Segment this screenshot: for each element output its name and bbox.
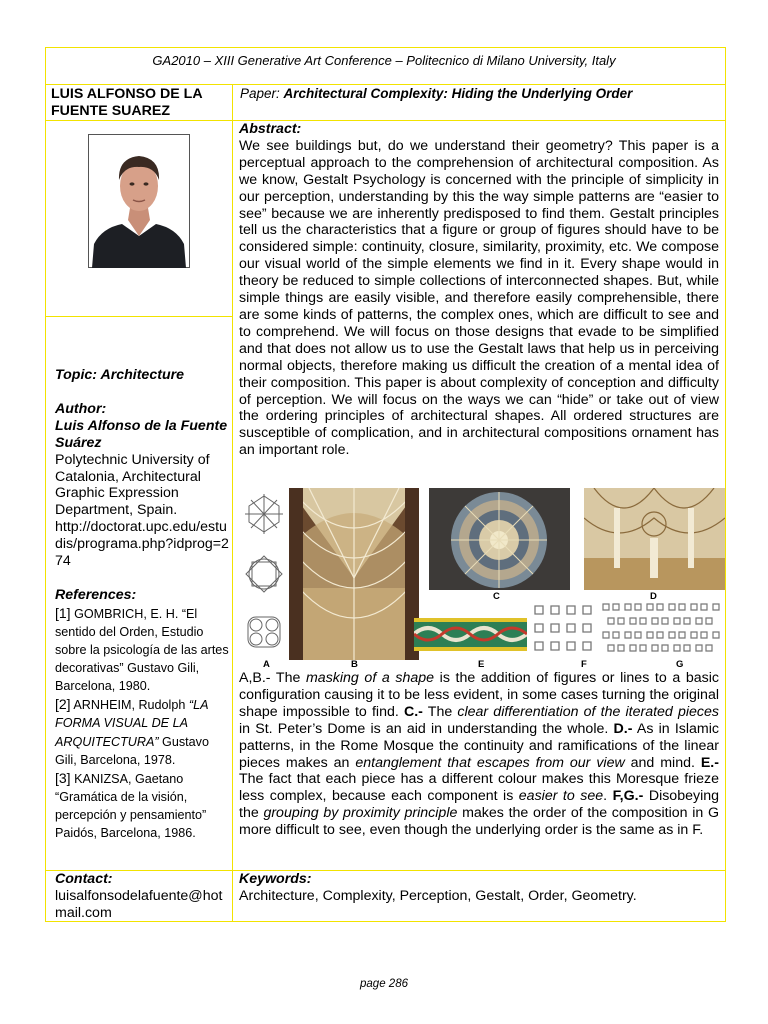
- figure-d-mosque: [584, 488, 725, 590]
- abstract-heading: Abstract:: [239, 121, 302, 137]
- keywords-heading: Keywords:: [239, 871, 312, 887]
- figure-label-e: E: [478, 659, 485, 670]
- contact-email[interactable]: luisalfonsodelafuente@hotmail.com: [55, 887, 223, 921]
- keywords-text: Architecture, Complexity, Perception, Gestalt, Order, Geometry.: [239, 887, 637, 904]
- figure-label-c: C: [493, 591, 500, 602]
- figure-g-pattern: [601, 600, 725, 655]
- paper-prefix: Paper:: [240, 86, 284, 101]
- reference-item: [1] GOMBRICH, E. H. “El sentido del Orden, Estudio sobre la psicología de las artes decorativas” Gustavo Gili, Barcelona, 1980.: [55, 604, 229, 694]
- author-full-name: Luis Alfonso de la Fuente Suárez: [55, 417, 228, 451]
- figure-label-g: G: [676, 659, 684, 670]
- figure-panel: [241, 488, 725, 668]
- photo-cell: [45, 120, 233, 317]
- info-cell: [45, 316, 233, 871]
- author-photo: [88, 134, 190, 268]
- topic: Topic: Architecture: [55, 367, 185, 383]
- reference-item: [3] KANIZSA, Gaetano “Gramática de la visión, percepción y pensamiento” Paidós, Barcelona, 1986.: [55, 769, 207, 840]
- author-affiliation: Polytechnic University of Catalonia, Architectural Graphic Expression Department, Spain.: [55, 451, 210, 519]
- figure-a-masked-shapes: [241, 492, 287, 662]
- contact-heading: Contact:: [55, 871, 113, 887]
- paper-title-text: Architectural Complexity: Hiding the Underlying Order: [283, 86, 633, 101]
- figure-caption: A,B.- The masking of a shape is the addition of figures or lines to a basic configuration causing it to be less evident, in some cases turning the original shape impossible to find. C.- The clear differentiation of the iterated pieces in St. Peter’s Dome is an aid in understanding the whole. D.- As in Islamic patterns, in the Rome Mosque the continuity and ramifications of the linear pieces makes an entanglement that escapes from our view and mind. E.- The fact that each piece has a different colour makes this Moresque frieze less complex, because each component is easier to see. F,G.- Disobeying the grouping by proximity principle makes the order of the composition in G more difficult to see, even though the underlying order is the same as in F.: [239, 670, 720, 839]
- author-name-cell: [45, 84, 233, 121]
- figure-b-gothic-vault: [289, 488, 419, 660]
- figure-f-pattern: [531, 600, 597, 655]
- reference-item: [2] ARNHEIM, Rudolph “LA FORMA VISUAL DE LA ARQUITECTURA” Gustavo Gili, Barcelona, 1978.: [55, 696, 209, 767]
- references-heading: References:: [55, 586, 137, 603]
- paper-title: [233, 85, 725, 101]
- paper-title-cell: [232, 84, 726, 121]
- figure-label-b: B: [351, 659, 358, 670]
- figure-label-f: F: [581, 659, 587, 670]
- figure-label-d: D: [650, 591, 657, 602]
- author-name: LUIS ALFONSO DE LA FUENTE SUAREZ: [51, 86, 203, 119]
- author-heading: Author:: [55, 400, 107, 417]
- figure-label-a: A: [263, 659, 270, 670]
- figure-e-moresque-frieze: [414, 618, 527, 651]
- abstract-text: We see buildings but, do we understand their geometry? This paper is a perceptual approach to the comprehension of architectural composition. As we know, Gestalt Psychology is concerned with the principle of simplicity in our perception, understanding by this the way simple patterns are “easier to see” because we are inherently predisposed to find them. Gestalt principles tell us the characteristics that a figure or group of figures should have to be considered simple: continuity, closure, similarity, proximity, etc. We compose our visual world of the simple elements we find in it. Every shape would in theory be reduced to simple collections of interconnected shapes. But, while simple things are easily visible, and therefore easily comprehensible, there are some kinds of patterns, the complex ones, which are difficult to see and to comprehend. We will focus on those designs that evade to be simplified and that does not allow us to use the Gestalt laws that help us in perceiving normal objects, therefore making us difficult the creation of a mental idea of their composition. This paper is about complexity of conception and difficulty of perception. We will focus on the ways we can “hide” or take out of view the ordering principles of architectural shapes. All ordered structures are susceptible of complication, and in architectural compositions ornament has an important role.: [239, 137, 719, 459]
- keywords-cell: [232, 870, 726, 922]
- conference-header: GA2010 – XIII Generative Art Conference – Politecnico di Milano University, Italy: [152, 53, 616, 68]
- page-number: page 286: [360, 978, 408, 990]
- author-url[interactable]: http://doctorat.upc.edu/estudis/programa.php?idprog=274: [55, 519, 229, 570]
- contact-cell: [45, 870, 233, 922]
- abstract-cell: [232, 120, 726, 871]
- figure-c-dome: [429, 488, 570, 590]
